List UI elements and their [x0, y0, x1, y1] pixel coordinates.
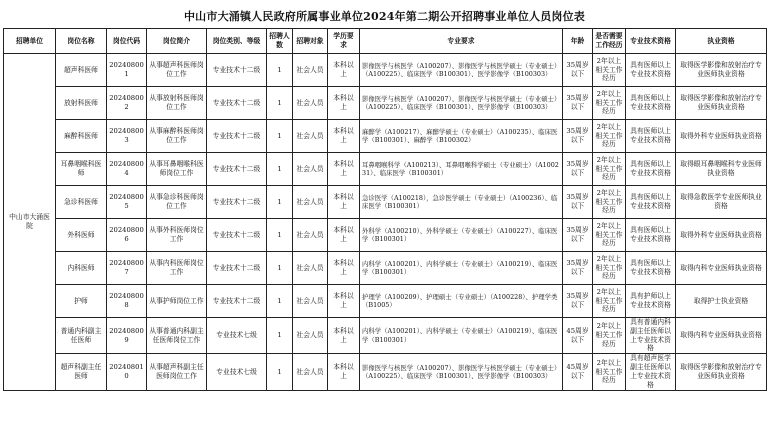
target-cell: 社会人员 [293, 252, 328, 285]
post-intro-cell: 从事普通内科副主任医师岗位工作 [147, 318, 207, 354]
headcount-cell: 1 [267, 186, 293, 219]
post-name-cell: 超声科副主任医师 [56, 354, 107, 390]
headcount-cell: 1 [267, 120, 293, 153]
tech-qualification-cell: 具有护师以上专业技术资格 [626, 285, 676, 318]
target-cell: 社会人员 [293, 120, 328, 153]
tech-qualification-cell: 具有医师以上专业技术资格 [626, 186, 676, 219]
header-cell: 岗位名称 [56, 29, 107, 54]
post-category-cell: 专业技术十二级 [207, 120, 267, 153]
header-cell: 学历要求 [328, 29, 360, 54]
tech-qualification-cell: 具有普通内科副主任医师以上专业技术资格 [626, 318, 676, 354]
post-intro-cell: 从事急诊科医师岗位工作 [147, 186, 207, 219]
table-row [4, 354, 767, 390]
post-category-cell: 专业技术十二级 [207, 252, 267, 285]
experience-cell: 2年以上相关工作经历 [593, 87, 626, 120]
post-code-cell: 202408004 [107, 153, 147, 186]
education-cell: 本科以上 [328, 120, 360, 153]
practice-qualification-cell: 取得外科专业医师执业资格 [676, 219, 767, 252]
header-cell: 执业资格 [676, 29, 767, 54]
target-cell: 社会人员 [293, 285, 328, 318]
target-cell: 社会人员 [293, 153, 328, 186]
table-row [4, 252, 767, 285]
post-code-cell: 202408008 [107, 285, 147, 318]
tech-qualification-cell: 具有医师以上专业技术资格 [626, 54, 676, 87]
post-code-cell: 202408010 [107, 354, 147, 390]
header-cell: 招聘人数 [267, 29, 293, 54]
major-cell: 护理学（A100209）、护理硕士（专业硕士）（A100228）、护理学类（B1005） [360, 285, 563, 318]
major-cell: 外科学（A100210）、外科学硕士（专业硕士）（A100227）、临床医学（B100301） [360, 219, 563, 252]
headcount-cell: 1 [267, 54, 293, 87]
headcount-cell: 1 [267, 285, 293, 318]
age-cell: 35周岁以下 [563, 153, 593, 186]
practice-qualification-cell: 取得医学影像和放射治疗专业医师执业资格 [676, 354, 767, 390]
post-category-cell: 专业技术七级 [207, 354, 267, 390]
table-row [4, 186, 767, 219]
major-cell: 麻醉学（A100217）、麻醉学硕士（专业硕士）（A100235）、临床医学（B100301）、麻醉学（B100302） [360, 120, 563, 153]
page-title: 中山市大涌镇人民政府所属事业单位2024年第二期公开招聘事业单位人员岗位表 [183, 10, 585, 23]
education-cell: 本科以上 [328, 87, 360, 120]
post-intro-cell: 从事麻醉科医师岗位工作 [147, 120, 207, 153]
post-name-cell: 放射科医师 [56, 87, 107, 120]
experience-cell: 2年以上相关工作经历 [593, 186, 626, 219]
table-row [4, 54, 767, 87]
post-intro-cell: 从事超声科医师岗位工作 [147, 54, 207, 87]
table-row [4, 318, 767, 354]
practice-qualification-cell: 取得外科专业医师执业资格 [676, 120, 767, 153]
post-name-cell: 外科医师 [56, 219, 107, 252]
header-cell: 专业要求 [360, 29, 563, 54]
education-cell: 本科以上 [328, 186, 360, 219]
position-table [3, 28, 767, 391]
post-category-cell: 专业技术十二级 [207, 153, 267, 186]
header-cell: 年龄 [563, 29, 593, 54]
practice-qualification-cell: 取得内科专业医师执业资格 [676, 252, 767, 285]
post-name-cell: 急诊科医师 [56, 186, 107, 219]
age-cell: 35周岁以下 [563, 186, 593, 219]
age-cell: 35周岁以下 [563, 54, 593, 87]
target-cell: 社会人员 [293, 219, 328, 252]
target-cell: 社会人员 [293, 354, 328, 390]
major-cell: 内科学（A100201）、内科学硕士（专业硕士）（A100219）、临床医学（B100301） [360, 252, 563, 285]
post-intro-cell: 从事耳鼻咽喉科医师岗位工作 [147, 153, 207, 186]
post-category-cell: 专业技术十二级 [207, 219, 267, 252]
education-cell: 本科以上 [328, 318, 360, 354]
practice-qualification-cell: 取得内科专业医师执业资格 [676, 318, 767, 354]
headcount-cell: 1 [267, 219, 293, 252]
post-intro-cell: 从事超声科副主任医师岗位工作 [147, 354, 207, 390]
post-intro-cell: 从事外科医师岗位工作 [147, 219, 207, 252]
age-cell: 45周岁以下 [563, 318, 593, 354]
practice-qualification-cell: 取得眼耳鼻咽喉科专业医师执业资格 [676, 153, 767, 186]
header-cell: 招聘单位 [4, 29, 56, 54]
experience-cell: 2年以上相关工作经历 [593, 252, 626, 285]
header-cell: 岗位简介 [147, 29, 207, 54]
tech-qualification-cell: 具有医师以上专业技术资格 [626, 120, 676, 153]
experience-cell: 2年以上相关工作经历 [593, 318, 626, 354]
headcount-cell: 1 [267, 252, 293, 285]
major-cell: 急诊医学（A100218），急诊医学硕士（专业硕士）（A100236）、临床医学（B100301） [360, 186, 563, 219]
tech-qualification-cell: 具有医师以上专业技术资格 [626, 87, 676, 120]
table-row [4, 285, 767, 318]
age-cell: 35周岁以下 [563, 87, 593, 120]
post-category-cell: 专业技术七级 [207, 318, 267, 354]
practice-qualification-cell: 取得护士执业资格 [676, 285, 767, 318]
headcount-cell: 1 [267, 318, 293, 354]
major-cell: 内科学（A100201）、内科学硕士（专业硕士）（A100219）、临床医学（B100301） [360, 318, 563, 354]
major-cell: 影像医学与核医学（A100207）、影像医学与核医学硕士（专业硕士）（A100225）、临床医学（B100301）、医学影像学（B100303） [360, 54, 563, 87]
table-row [4, 219, 767, 252]
header-cell: 岗位代码 [107, 29, 147, 54]
post-intro-cell: 从事内科医师岗位工作 [147, 252, 207, 285]
age-cell: 45周岁以下 [563, 354, 593, 390]
headcount-cell: 1 [267, 153, 293, 186]
post-code-cell: 202408007 [107, 252, 147, 285]
target-cell: 社会人员 [293, 54, 328, 87]
post-code-cell: 202408005 [107, 186, 147, 219]
target-cell: 社会人员 [293, 87, 328, 120]
post-code-cell: 202408006 [107, 219, 147, 252]
experience-cell: 2年以上相关工作经历 [593, 354, 626, 390]
post-category-cell: 专业技术十二级 [207, 87, 267, 120]
post-category-cell: 专业技术十二级 [207, 186, 267, 219]
post-code-cell: 202408003 [107, 120, 147, 153]
unit-cell: 中山市大涌医院 [4, 54, 56, 391]
table-row [4, 87, 767, 120]
age-cell: 35周岁以下 [563, 285, 593, 318]
target-cell: 社会人员 [293, 318, 328, 354]
table-row [4, 153, 767, 186]
age-cell: 35周岁以下 [563, 252, 593, 285]
experience-cell: 2年以上相关工作经历 [593, 153, 626, 186]
education-cell: 本科以上 [328, 285, 360, 318]
post-name-cell: 麻醉科医师 [56, 120, 107, 153]
education-cell: 本科以上 [328, 219, 360, 252]
practice-qualification-cell: 取得医学影像和放射治疗专业医师执业资格 [676, 54, 767, 87]
post-name-cell: 超声科医师 [56, 54, 107, 87]
header-cell: 招聘对象 [293, 29, 328, 54]
practice-qualification-cell: 取得医学影像和放射治疗专业医师执业资格 [676, 87, 767, 120]
header-cell: 专业技术资格 [626, 29, 676, 54]
major-cell: 影像医学与核医学（A100207）、影像医学与核医学硕士（专业硕士）（A100225）、临床医学（B100301）、医学影像学（B100303） [360, 354, 563, 390]
post-category-cell: 专业技术十二级 [207, 285, 267, 318]
tech-qualification-cell: 具有医师以上专业技术资格 [626, 252, 676, 285]
post-code-cell: 202408009 [107, 318, 147, 354]
major-cell: 影像医学与核医学（A100207）、影像医学与核医学硕士（专业硕士）（A100225）、临床医学（B100301）、医学影像学（B100303） [360, 87, 563, 120]
table-row [4, 120, 767, 153]
headcount-cell: 1 [267, 354, 293, 390]
post-intro-cell: 从事护师岗位工作 [147, 285, 207, 318]
tech-qualification-cell: 具有超声医学副主任医师以上专业技术资格 [626, 354, 676, 390]
major-cell: 耳鼻咽喉科学（A100213）、耳鼻咽喉科学硕士（专业硕士）（A100231）、临床医学（B100301） [360, 153, 563, 186]
header-row [4, 29, 767, 54]
post-name-cell: 普通内科副主任医师 [56, 318, 107, 354]
education-cell: 本科以上 [328, 54, 360, 87]
tech-qualification-cell: 具有医师以上专业技术资格 [626, 219, 676, 252]
header-cell: 是否需要工作经历 [593, 29, 626, 54]
education-cell: 本科以上 [328, 153, 360, 186]
experience-cell: 2年以上相关工作经历 [593, 120, 626, 153]
target-cell: 社会人员 [293, 186, 328, 219]
experience-cell: 2年以上相关工作经历 [593, 285, 626, 318]
post-code-cell: 202408002 [107, 87, 147, 120]
post-name-cell: 耳鼻咽喉科医师 [56, 153, 107, 186]
post-category-cell: 专业技术十二级 [207, 54, 267, 87]
practice-qualification-cell: 取得急救医学专业医师执业资格 [676, 186, 767, 219]
post-code-cell: 202408001 [107, 54, 147, 87]
education-cell: 本科以上 [328, 354, 360, 390]
education-cell: 本科以上 [328, 252, 360, 285]
headcount-cell: 1 [267, 87, 293, 120]
tech-qualification-cell: 具有医师以上专业技术资格 [626, 153, 676, 186]
post-name-cell: 内科医师 [56, 252, 107, 285]
post-name-cell: 护师 [56, 285, 107, 318]
post-intro-cell: 从事放射科医师岗位工作 [147, 87, 207, 120]
age-cell: 35周岁以下 [563, 120, 593, 153]
age-cell: 35周岁以下 [563, 219, 593, 252]
header-cell: 岗位类别、等级 [207, 29, 267, 54]
experience-cell: 2年以上相关工作经历 [593, 219, 626, 252]
experience-cell: 2年以上相关工作经历 [593, 54, 626, 87]
